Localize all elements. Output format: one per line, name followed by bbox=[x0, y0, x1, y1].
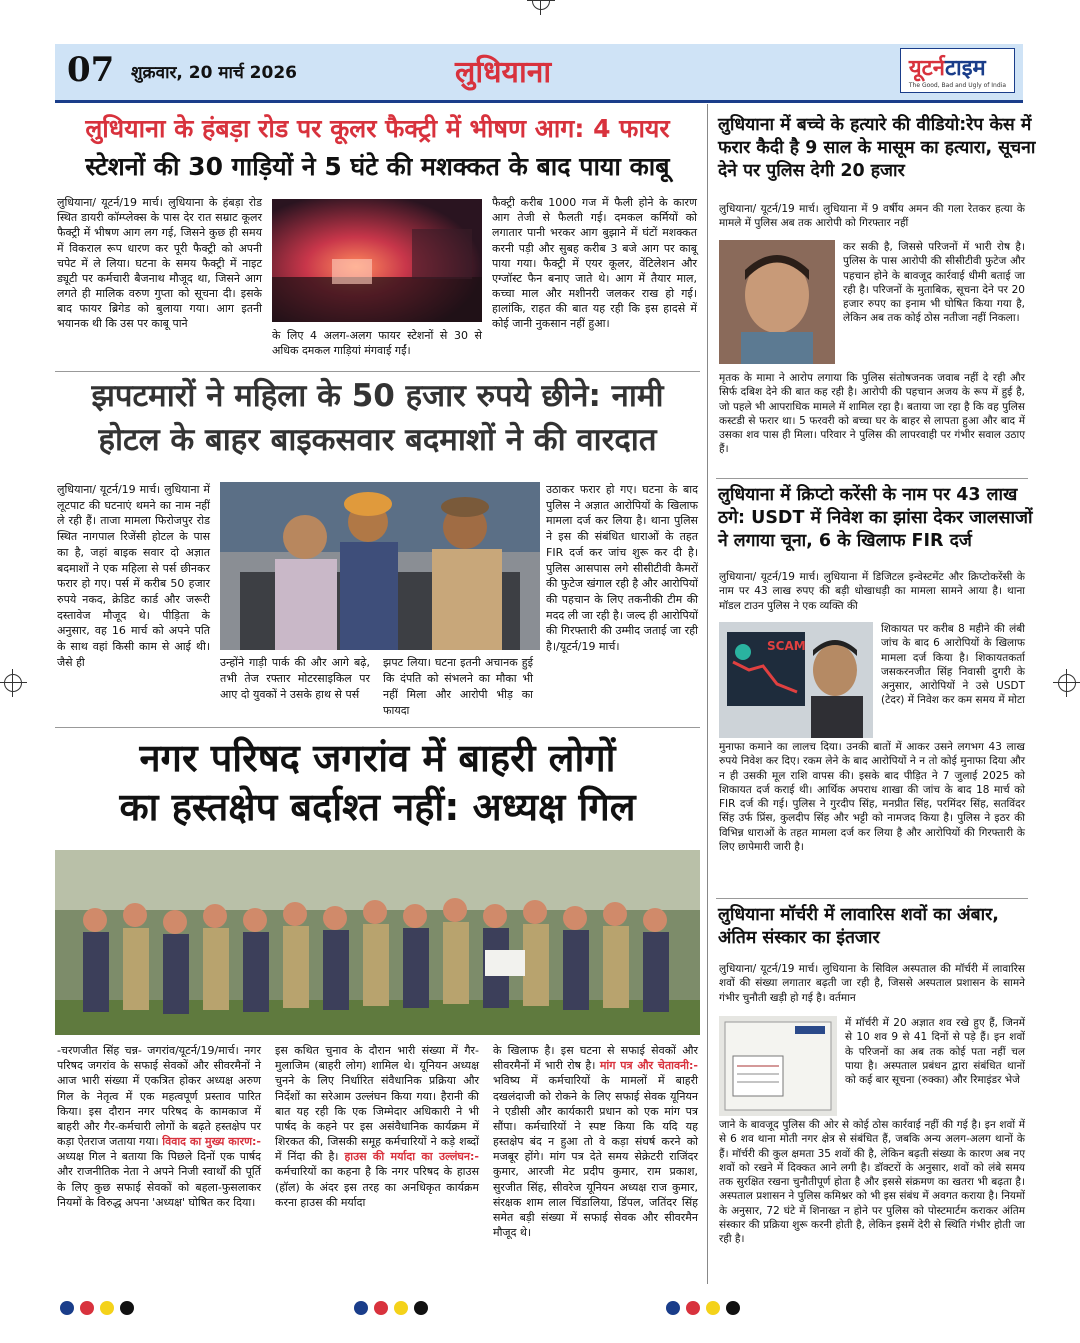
story3-col1 bbox=[57, 1043, 261, 1283]
story5-lead: लुधियाना/ यूटर्न/19 मार्च। लुधियाना में डिजिटल इन्वेस्टमेंट और क्रिप्टोकरेंसी के नाम पर 43 लाख रुपए की बड़ी धोखाधड़ी का मामला सामने आया है। थाना मॉडल टाउन पुलिस ने एक व्यक्ति की bbox=[719, 571, 1025, 612]
story4-tail: मृतक के मामा ने आरोप लगाया कि पुलिस संतोषजनक जवाब नहीं दे रही और सिर्फ दबिश देने की बात कह रही है। आरोपी की पहचान अजय के रूप में हुई है, जो पहले भी आपराधिक मामले में शामिल रहा है। बताया जा रहा है कि वह पुलिस कस्टडी से फरार था। 5 फरवरी को बच्चा घर के बाहर से लापता हुआ और बाद में उसका शव पास ही मिला। परिवार ने पुलिस की लापरवाही पर गंभीर सवाल उठाए हैं। bbox=[719, 372, 1025, 456]
page-number: 07 bbox=[67, 50, 115, 90]
registration-mark-top bbox=[532, 0, 550, 10]
story4-lead: लुधियाना/ यूटर्न/19 मार्च। लुधियाना में 9 वर्षीय अमन की गला रेतकर हत्या के मामले में पुलिस अब तक आरोपी को गिरफ्तार नहीं bbox=[719, 203, 1025, 230]
story6-headline: लुधियाना मॉर्चरी में लावारिस शवों का अंबार, अंतिम संस्कार का इंतजार bbox=[718, 905, 999, 948]
story2-col3: झपट लिया। घटना इतनी अचानक हुई कि दंपति को संभलने का मौका भी नहीं मिला और आरोपी भीड़ का फायदा bbox=[383, 656, 533, 717]
story3-subhead-house: हाउस की मर्यादा का उल्लंघन:- bbox=[344, 1150, 479, 1164]
story5-tail: मुनाफा कमाने का लालच दिया। उनकी बातों में आकर उसने लगभग 43 लाख रुपये निवेश कर दिए। रकम लेने के बाद आरोपियों ने न तो कोई मुनाफा दिया और न ही उसकी मूल राशि वापस की। इसके बाद पीड़ित ने 7 जुलाई 2025 को शिकायत दर्ज कराई थी। आर्थिक अपराध शाखा की जांच के बाद 18 मार्च को FIR दर्ज की गई। पुलिस ने गुरदीप सिंह, मनप्रीत सिंह, परमिंदर सिंह, सतविंदर सिंह उर्फ प्रिंस, कुलदीप सिंह और भट्टी को नामजद किया है। पुलिस ने इठर की विभिन्न धाराओं के तहत मामला दर्ज कर लिया है और आरोपियों की गिरफ्तारी के लिए छापेमारी जारी है। bbox=[719, 741, 1025, 853]
story2-col1: लुधियाना/ यूटर्न/19 मार्च। लुधियाना में लूटपाट की घटनाएं थमने का नाम नहीं ले रही हैं। ताजा मामला फिरोजपुर रोड स्थित नागपाल रिजेंसी होटल के पास का है, जहां बाइक सवार दो अज्ञात बदमाशों ने एक महिला से पर्स छीनकर फरार हो गए। पर्स में करीब 50 हजार रुपये नकद, क्रेडिट कार्ड और जरूरी दस्तावेज मौजूद थे। पीड़िता के अनुसार, वह 16 मार्च को अपने पति के साथ वहां किसी काम से आई थी। जैसे ही bbox=[57, 483, 210, 669]
police-victim-photo bbox=[220, 482, 540, 650]
story1-headline-red: लुधियाना के हंबड़ा रोड पर कूलर फैक्ट्री में भीषण आग: 4 फायर bbox=[85, 114, 670, 143]
story6-tail: जाने के बावजूद पुलिस की ओर से कोई ठोस कार्रवाई नहीं की गई है। इन शवों में से 6 शव थाना मोती नगर क्षेत्र से संबंधित हैं, जबकि अन्य अलग-अलग थानों के हैं। मॉर्चरी की कुल क्षमता 35 शवों की है, लेकिन बढ़ती संख्या के कारण अब नए शवों को रखने में दिक्कत आने लगी है। डॉक्टरों के अनुसार, शवों को लंबे समय तक सुरक्षित रखना चुनौतीपूर्ण होता है और इससे संक्रमण का खतरा भी बढ़ता है। अस्पताल प्रशासन ने पुलिस कमिश्नर को भी इस संबंध में अवगत कराया है। नियमों के अनुसार, 72 घंटे में शिनाख्त न होने पर पुलिस को पोस्टमार्टम कराकर अंतिम संस्कार की प्रक्रिया शुरू करनी होती है, लेकिन इसमें देरी से स्थिति गंभीर होती जा रही है। bbox=[719, 1119, 1025, 1246]
story3-col3-text-b: भविष्य में कर्मचारियों के मामलों में बाहरी दखलंदाजी को रोकने के लिए सफाई सेवक यूनियन ने एडीसी और कार्यकारी प्रधान को एक मांग पत्र सौंपा। कर्मचारियों ने स्पष्ट किया कि यदि यह हस्तक्षेप बंद न हुआ तो वे कड़ा संघर्ष करने को मजबूर होंगे। मांग पत्र देते समय सेक्रेटरी राजिंदर कुमार, आरजी मेट प्रदीप कुमार, राम प्रकाश, सुरजीत सिंह, सीवरेज यूनियन अध्यक्ष राज कुमार, संरक्षक शाम लाल चिंडालिया, डिंपल, जतिंदर सिंह समेत बड़ी संख्या में सफाई सेवक और सीवरमैन मौजूद थे। bbox=[493, 1074, 698, 1240]
brand-tagline: The Good, Bad and Ugly of India bbox=[908, 82, 1006, 89]
story5-wrap: शिकायत पर करीब 8 महीने की लंबी जांच के बाद 6 आरोपियों के खिलाफ मामला दर्ज किया है। शिकायतकर्ता जसकरनजीत सिंह निवासी दुगरी के अनुसार, आरोपियों ने उसे USDT (टेदर) में निवेश कर कम समय में मोटा bbox=[881, 623, 1025, 707]
story6-lead: लुधियाना/ यूटर्न/19 मार्च। लुधियाना के सिविल अस्पताल की मॉर्चरी में लावारिस शवों की संख्या लगातार बढ़ती जा रही है, जिससे अस्पताल प्रशासन के सामने गंभीर चुनौती खड़ी हो गई है। वर्तमान bbox=[719, 963, 1025, 1004]
story3-col2-text: इस कथित चुनाव के दौरान भारी संख्या में गैर-मुलाजिम (बाहरी लोग) शामिल थे। यूनियन अध्यक्ष चुनने के लिए निर्धारित संवैधानिक प्रक्रिया और निर्देशों का सरेआम उल्लंघन किया गया। हैरानी की बात यह रही कि एक जिम्मेदार अधिकारी ने भी पार्षद के कहने पर इस असंवैधानिक कार्यक्रम में शिरकत की, जिसकी समूह कर्मचारियों ने कड़े शब्दों में निंदा की है। bbox=[275, 1044, 479, 1164]
story3-col1-text-b: अध्यक्ष गिल ने बताया कि पिछले दिनों एक पार्षद और राजनीतिक नेता ने अपने निजी स्वार्थों की पूर्ति के लिए कुछ सफाई सेवकों को बहला-फुसलाकर नियमों के विरुद्ध अपना 'अध्यक्ष' घोषित कर दिया। bbox=[57, 1150, 261, 1209]
story1-col3: फैक्ट्री करीब 1000 गज में फैली होने के कारण आग तेजी से फैलती गई। दमकल कर्मियों को लगातार पानी भरकर आग बुझाने में घंटों मशक्कत करनी पड़ी और सुबह करीब 3 बजे आग पर काबू पाया गया। फैक्ट्री में एयर कूलर, वेंटिलेशन और एग्जॉस्ट फैन बनाए जाते थे। आग में तैयार माल, कच्चा माल और मशीनरी जलकर राख हो गई। हालांकि, राहत की बात यह रही कि इस हादसे में कोई जानी नुकसान नहीं हुआ। bbox=[492, 196, 697, 331]
story3-col1-text: -चरणजीत सिंह चन्न- जगरांव/यूटर्न/19/मार्च। नगर परिषद जगरांव के सफाई सेवकों और सीवरमैनों ने आज भारी संख्या में एकत्रित होकर अध्यक्ष अरुण गिल के नेतृत्व में एक महत्वपूर्ण प्रस्ताव पारित किया। इस दौरान नगर परिषद के कामकाज में बाहरी और गैर-कर्मचारी लोगों के बढ़ते हस्तक्षेप पर कड़ा ऐतराज जताया गया। bbox=[57, 1044, 261, 1149]
scam-label: SCAM bbox=[767, 639, 806, 653]
council-group-photo bbox=[55, 850, 700, 1035]
color-bar-right bbox=[666, 1301, 740, 1315]
story3-headline-line2: का हस्तक्षेप बर्दाश्त नहीं: अध्यक्ष गिल bbox=[119, 785, 636, 829]
story3-subhead-demand: मांग पत्र और चेतावनी:- bbox=[599, 1059, 698, 1073]
scam-photo bbox=[719, 622, 873, 738]
story-divider bbox=[55, 371, 700, 372]
story1-col1: लुधियाना/ यूटर्न/19 मार्च। लुधियाना के हंबड़ा रोड स्थित डायरी कॉम्प्लेक्स के पास देर रात सम्राट कूलर फैक्ट्री में भीषण आग लग गई, जिसने कुछ ही समय में विकराल रूप धारण कर पूरी फैक्ट्री को अपनी चपेट में ले लिया। घटना के समय फैक्ट्री में नाइट ड्यूटी पर कर्मचारी बैजनाथ मौजूद था, जिसने आग लगते ही मालिक वरुण गुप्ता को सूचना दी। इसके बाद फायर ब्रिगेड को बुलाया गया। आग इतनी भयानक थी कि उस पर काबू पाने bbox=[57, 196, 262, 331]
mortuary-photo bbox=[719, 1016, 837, 1116]
story-divider bbox=[716, 898, 1028, 899]
registration-mark-left bbox=[4, 674, 22, 692]
color-bar-center bbox=[354, 1301, 428, 1315]
child-photo bbox=[719, 240, 835, 364]
story5-headline: लुधियाना में क्रिप्टो करेंसी के नाम पर 43 लाख ठगे: USDT में निवेश का झांसा देकर जालसाजों ने लगाया चूना, 6 के खिलाफ FIR दर्ज bbox=[718, 485, 1033, 551]
story2-col4: उठाकर फरार हो गए। घटना के बाद पुलिस ने अज्ञात आरोपियों के खिलाफ मामला दर्ज कर लिया है। थाना पुलिस ने इस की संबंधित धाराओं के तहत FIR दर्ज कर जांच शुरू कर दी है। पुलिस आसपास लगे सीसीटीवी कैमरों की फुटेज खंगाल रही है और आरोपियों की पहचान के लिए तकनीकी टीम की मदद ली जा रही है। जल्द ही आरोपियों की गिरफ्तारी की उम्मीद जताई जा रही है।/यूटर्न/19 मार्च। bbox=[546, 483, 698, 654]
masthead bbox=[55, 44, 1023, 103]
registration-mark-right bbox=[1058, 674, 1076, 692]
story3-headline-line1: नगर परिषद जगरांव में बाहरी लोगों bbox=[139, 736, 616, 780]
issue-date: शुक्रवार, 20 मार्च 2026 bbox=[131, 63, 297, 83]
story1-headline: स्टेशनों की 30 गाड़ियों ने 5 घंटे की मशक्कत के बाद पाया काबू bbox=[85, 152, 670, 181]
story-divider bbox=[716, 478, 1028, 479]
story3-col2 bbox=[275, 1043, 479, 1283]
story3-col3-text: के खिलाफ है। इस घटना से सफाई सेवकों और सीवरमैनों में भारी रोष है। bbox=[493, 1044, 698, 1073]
story4-wrap: कर सकी है, जिससे परिजनों में भारी रोष है। पुलिस के पास आरोपी की सीसीटीवी फुटेज और पहचान होने के बावजूद कार्रवाई धीमी बताई जा रही है। परिजनों के मुताबिक, सूचना देने पर 20 हजार रुपए का इनाम भी घोषित किया गया है, लेकिन अब तक कोई ठोस नतीजा नहीं निकला। bbox=[843, 241, 1025, 325]
story3-col3 bbox=[493, 1043, 698, 1283]
story1-col2: के लिए 4 अलग-अलग फायर स्टेशनों से 30 से अधिक दमकल गाड़ियां मंगवाई गईं। bbox=[272, 329, 482, 358]
section-city: लुधियाना bbox=[455, 55, 552, 90]
story3-col2-text-b: कर्मचारियों का कहना है कि नगर परिषद के हाउस (हॉल) के अंदर इस तरह का अनधिकृत कार्यक्रम करना हाउस की मर्यादा bbox=[275, 1165, 479, 1209]
story4-headline: लुधियाना में बच्चे के हत्यारे की वीडियो:रेप केस में फरार कैदी है 9 साल के मासूम का हत्यारा, सूचना देने पर पुलिस देगी 20 हजार bbox=[718, 115, 1036, 181]
story2-col2: उन्होंने गाड़ी पार्क की और आगे बढ़े, तभी तेज रफ्तार मोटरसाइकिल पर आए दो युवकों ने उसके हाथ से पर्स bbox=[220, 656, 370, 701]
color-bar-left bbox=[60, 1301, 134, 1315]
column-divider bbox=[707, 104, 708, 1284]
story2-headline-line2: होटल के बाहर बाइकसवार बदमाशों ने की वारदात bbox=[98, 422, 657, 458]
brand-name-a: यूटर्न bbox=[908, 56, 945, 81]
brand-name-b: टाइम bbox=[944, 56, 986, 81]
story3-subhead-dispute: विवाद का मुख्य कारण:- bbox=[162, 1135, 261, 1149]
fire-photo bbox=[272, 199, 482, 322]
story2-headline-line1: झपटमारों ने महिला के 50 हजार रुपये छीने: नामी bbox=[91, 378, 664, 414]
brand-logo bbox=[900, 48, 1015, 93]
print-slug bbox=[40, 0, 43, 10]
story-divider bbox=[55, 727, 700, 728]
story6-wrap: में मॉर्चरी में 20 अज्ञात शव रखे हुए हैं, जिनमें से 10 शव 9 से 41 दिनों से पड़े हैं। इन शवों के परिजनों का अब तक कोई पता नहीं चल पाया है। अस्पताल प्रबंधन द्वारा संबंधित थानों को कई बार सूचना (रुक्का) और रिमाइंडर भेजे bbox=[845, 1017, 1025, 1087]
